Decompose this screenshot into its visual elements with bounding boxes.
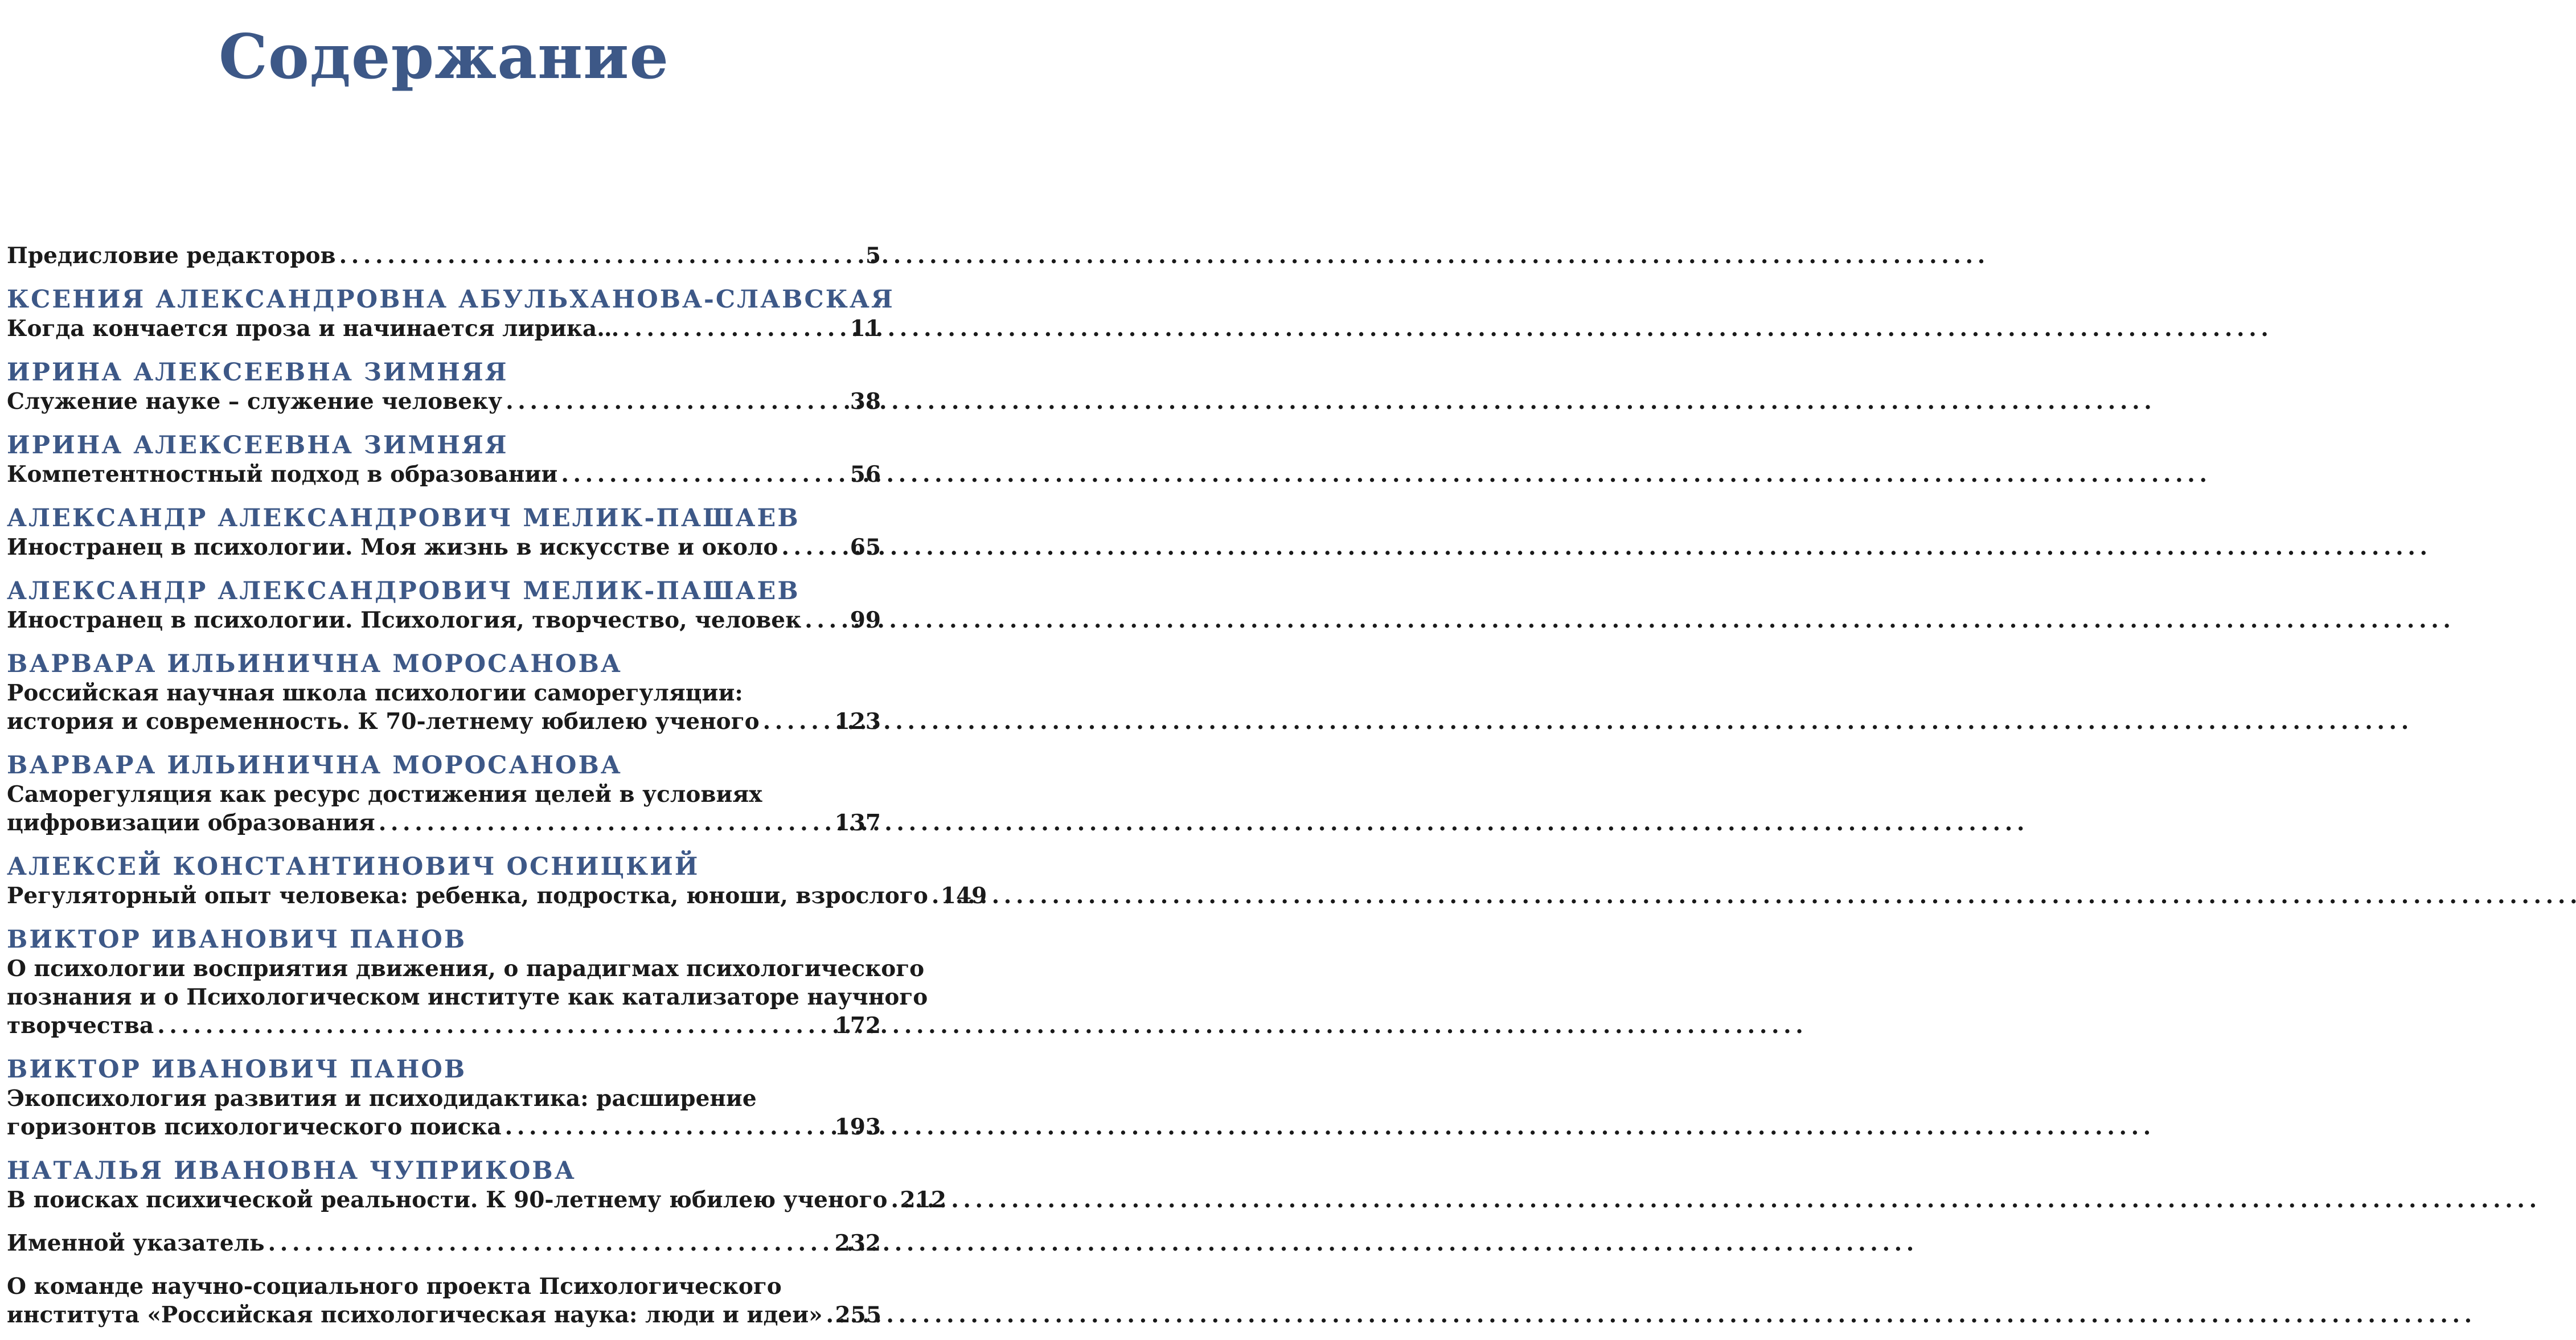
toc-entry[interactable] xyxy=(7,1229,881,1257)
toc-author: ИРИНА АЛЕКСЕЕВНА ЗИМНЯЯ xyxy=(7,431,508,460)
toc-title-line: О команде научно-социального проекта Психологического xyxy=(7,1273,782,1300)
toc-entry[interactable] xyxy=(7,751,881,837)
dot-leader xyxy=(157,1011,831,1040)
toc-author: ВАРВАРА ИЛЬИНИЧНА МОРОСАНОВА xyxy=(7,650,622,678)
dot-leader xyxy=(763,707,831,736)
toc-entry[interactable] xyxy=(7,503,881,562)
toc-entry[interactable] xyxy=(7,576,881,634)
dot-leader xyxy=(505,1113,831,1141)
toc-entry[interactable] xyxy=(7,1272,881,1329)
toc-line[interactable] xyxy=(7,241,881,270)
toc-author: ВИКТОР ИВАНОВИЧ ПАНОВ xyxy=(7,925,467,954)
toc-entry[interactable] xyxy=(7,649,881,736)
toc-title-line: Регуляторный опыт человека: ребенка, подростка, юноши, взрослого xyxy=(7,883,928,909)
toc-line[interactable] xyxy=(7,460,881,489)
toc-title-line: история и современность. К 70-летнему юбилею ученого xyxy=(7,708,760,735)
page-number[interactable]: 123 xyxy=(834,708,881,735)
toc-title-line: познания и о Психологическом институте как катализаторе научного xyxy=(7,984,928,1010)
toc-line[interactable] xyxy=(7,1011,881,1040)
page-number[interactable]: 65 xyxy=(850,534,881,560)
dot-leader xyxy=(268,1229,831,1257)
toc-author: ИРИНА АЛЕКСЕЕВНА ЗИМНЯЯ xyxy=(7,358,508,387)
toc-title-line: Иностранец в психологии. Моя жизнь в искусстве и около xyxy=(7,534,778,560)
dot-leader xyxy=(805,606,846,634)
page-number[interactable]: 193 xyxy=(834,1114,881,1140)
page-number[interactable]: 11 xyxy=(850,315,881,342)
page-title: Содержание xyxy=(218,21,670,93)
dot-leader xyxy=(826,1301,832,1329)
toc-author: АЛЕКСЕЙ КОНСТАНТИНОВИЧ ОСНИЦКИЙ xyxy=(7,853,700,881)
dot-leader xyxy=(561,460,846,489)
toc-author: ВИКТОР ИВАНОВИЧ ПАНОВ xyxy=(7,1055,467,1084)
toc-line[interactable] xyxy=(7,1186,946,1214)
toc-title-line: Иностранец в психологии. Психология, творчество, человек xyxy=(7,607,802,633)
toc-line[interactable] xyxy=(7,533,881,562)
toc-line[interactable] xyxy=(7,707,881,736)
toc-line[interactable] xyxy=(7,314,881,343)
toc-title-line: цифровизации образования xyxy=(7,810,375,836)
toc-title-line: Саморегуляция как ресурс достижения целей в условиях xyxy=(7,781,762,808)
dot-leader xyxy=(379,809,831,837)
toc-author: АЛЕКСАНДР АЛЕКСАНДРОВИЧ МЕЛИК-ПАШАЕВ xyxy=(7,504,800,532)
dot-leader xyxy=(781,533,846,562)
toc-line[interactable] xyxy=(7,1113,881,1141)
page-number[interactable]: 99 xyxy=(850,607,881,633)
toc-entry[interactable] xyxy=(7,431,881,489)
toc-title-line: Российская научная школа психологии саморегуляции: xyxy=(7,680,743,706)
toc-entry[interactable] xyxy=(7,852,987,910)
toc-line[interactable] xyxy=(7,387,881,416)
toc-title-line: Экопсихология развития и психодидактика: расширение xyxy=(7,1085,757,1112)
page-number[interactable]: 56 xyxy=(850,461,881,487)
toc-title-line: В поисках психической реальности. К 90-летнему юбилею ученого xyxy=(7,1187,888,1213)
table-of-contents xyxy=(7,241,987,1329)
page-number[interactable]: 232 xyxy=(834,1230,881,1256)
dot-leader xyxy=(932,882,937,910)
dot-leader xyxy=(622,314,846,343)
toc-title-line: института «Российская психологическая наука: люди и идеи» xyxy=(7,1302,823,1328)
page-number[interactable]: 255 xyxy=(835,1302,881,1328)
page-number[interactable]: 38 xyxy=(850,388,881,415)
page-number[interactable]: 172 xyxy=(834,1013,881,1039)
page-number[interactable]: 149 xyxy=(940,883,987,909)
toc-line[interactable] xyxy=(7,809,881,837)
toc-title-line: Компетентностный подход в образовании xyxy=(7,461,558,487)
dot-leader xyxy=(339,241,862,270)
page xyxy=(0,0,987,1340)
toc-title-line: Именной указатель xyxy=(7,1230,265,1256)
toc-entry[interactable] xyxy=(7,925,928,1040)
toc-entry[interactable] xyxy=(7,1055,881,1141)
toc-title-line: Когда кончается проза и начинается лирика… xyxy=(7,315,620,342)
toc-entry[interactable] xyxy=(7,1156,946,1214)
dot-leader xyxy=(506,387,847,416)
toc-line[interactable] xyxy=(7,1229,881,1257)
dot-leader xyxy=(891,1186,896,1214)
toc-entry[interactable] xyxy=(7,358,881,416)
toc-line[interactable] xyxy=(7,1301,881,1329)
toc-title-line: творчества xyxy=(7,1013,154,1039)
page-number[interactable]: 212 xyxy=(900,1187,946,1213)
toc-entry[interactable] xyxy=(7,241,881,270)
toc-author: КСЕНИЯ АЛЕКСАНДРОВНА АБУЛЬХАНОВА-СЛАВСКАЯ xyxy=(7,285,895,314)
toc-author: АЛЕКСАНДР АЛЕКСАНДРОВИЧ МЕЛИК-ПАШАЕВ xyxy=(7,577,800,605)
toc-title-line: О психологии восприятия движения, о парадигмах психологического xyxy=(7,956,925,982)
toc-title-line: Служение науке – служение человеку xyxy=(7,388,503,415)
toc-entry[interactable] xyxy=(7,285,895,343)
toc-line[interactable] xyxy=(7,606,881,634)
toc-title-line: Предисловие редакторов xyxy=(7,243,336,269)
page-number[interactable]: 5 xyxy=(865,243,881,269)
toc-author: ВАРВАРА ИЛЬИНИЧНА МОРОСАНОВА xyxy=(7,751,622,780)
toc-line[interactable] xyxy=(7,882,987,910)
toc-author: НАТАЛЬЯ ИВАНОВНА ЧУПРИКОВА xyxy=(7,1157,576,1185)
page-number[interactable]: 137 xyxy=(834,810,881,836)
toc-title-line: горизонтов психологического поиска xyxy=(7,1114,502,1140)
